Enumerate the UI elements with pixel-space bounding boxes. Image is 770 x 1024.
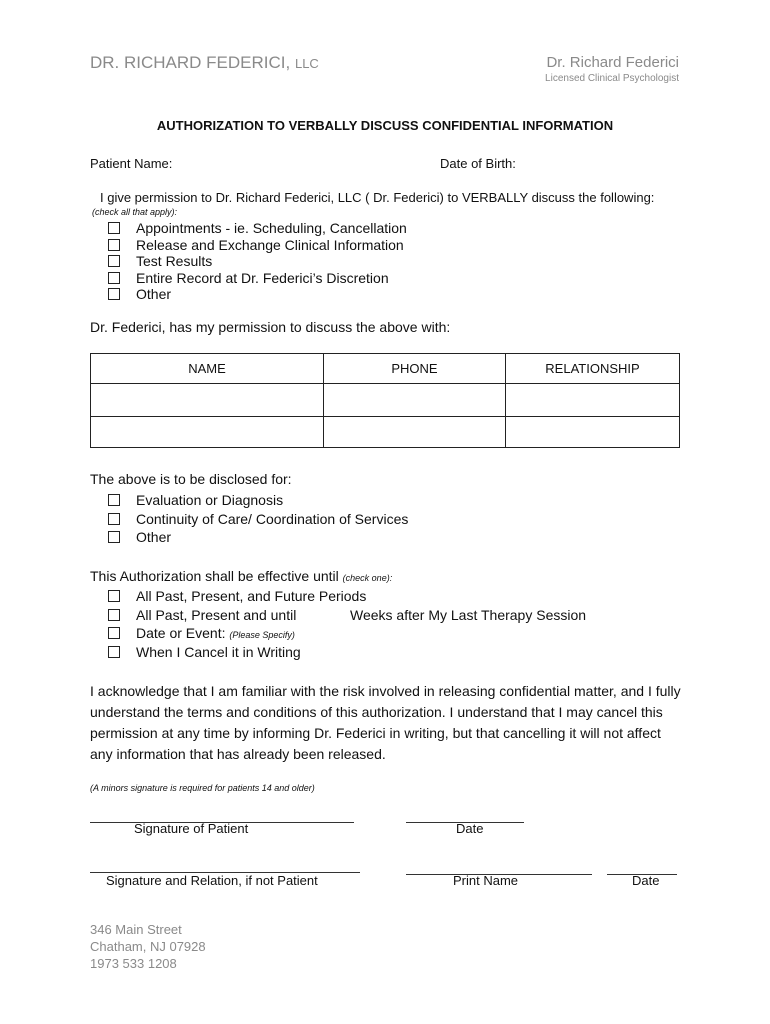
table-row	[91, 417, 680, 448]
checkbox[interactable]	[108, 494, 120, 506]
table-row	[91, 384, 680, 417]
option-appointments[interactable]: Appointments - ie. Scheduling, Cancellation	[108, 220, 407, 236]
contacts-table	[90, 353, 680, 448]
option-cancel-writing[interactable]: When I Cancel it in Writing	[108, 644, 301, 660]
header-name: NAME	[91, 354, 324, 384]
patient-name-label: Patient Name:	[90, 156, 173, 171]
checkbox[interactable]	[108, 272, 120, 284]
signature-relation-label: Signature and Relation, if not Patient	[106, 873, 318, 888]
option-disclosed-other[interactable]: Other	[108, 529, 171, 545]
page-title: AUTHORIZATION TO VERBALLY DISCUSS CONFIDENTIAL INFORMATION	[156, 118, 614, 133]
phone-cell[interactable]	[324, 417, 506, 448]
checkbox[interactable]	[108, 609, 120, 621]
relationship-cell[interactable]	[506, 417, 680, 448]
checkbox[interactable]	[108, 288, 120, 300]
dob-label: Date of Birth:	[440, 156, 516, 171]
option-test-results[interactable]: Test Results	[108, 253, 212, 269]
phone-cell[interactable]	[324, 384, 506, 417]
relationship-cell[interactable]	[506, 384, 680, 417]
signature-patient-label: Signature of Patient	[134, 821, 249, 836]
date-label-2: Date	[632, 873, 660, 888]
option-all-periods[interactable]: All Past, Present, and Future Periods	[108, 588, 366, 604]
address-city: Chatham, NJ 07928	[90, 939, 206, 954]
checkbox[interactable]	[108, 255, 120, 267]
address-phone: 1973 533 1208	[90, 956, 177, 971]
check-all-note: (check all that apply):	[92, 207, 178, 217]
option-until-weeks[interactable]: All Past, Present and until	[108, 607, 296, 623]
print-name-label: Print Name	[453, 873, 519, 888]
header-relationship: RELATIONSHIP	[506, 354, 680, 384]
acknowledgement-paragraph: I acknowledge that I am familiar with the risk involved in releasing confidential matter, and I fully understand the terms and conditions of this authorization. I understand that I may cancel this permission at any time by informing Dr. Federici in writing, but that cancelling it will not affect any information that has already been released.	[90, 683, 681, 762]
weeks-after-text: Weeks after My Last Therapy Session	[350, 607, 587, 623]
checkbox[interactable]	[108, 646, 120, 658]
header-phone: PHONE	[324, 354, 506, 384]
name-cell[interactable]	[91, 417, 324, 448]
name-cell[interactable]	[91, 384, 324, 417]
checkbox[interactable]	[108, 239, 120, 251]
checkbox[interactable]	[108, 627, 120, 639]
checkbox[interactable]	[108, 531, 120, 543]
checkbox[interactable]	[108, 513, 120, 525]
option-other[interactable]: Other	[108, 286, 171, 302]
firm-name: DR. RICHARD FEDERICI, LLC	[90, 53, 319, 72]
date-label-1: Date	[456, 821, 484, 836]
option-date-event[interactable]: Date or Event: (Please Specify)	[108, 625, 295, 641]
effective-until: This Authorization shall be effective until (check one):	[90, 568, 393, 584]
option-release-exchange[interactable]: Release and Exchange Clinical Information	[108, 237, 404, 253]
permission-text: I give permission to Dr. Richard Federici, LLC ( Dr. Federici) to VERBALLY discuss the following:	[100, 190, 655, 205]
doctor-name: Dr. Richard Federici	[546, 54, 679, 71]
option-evaluation[interactable]: Evaluation or Diagnosis	[108, 492, 283, 508]
option-entire-record[interactable]: Entire Record at Dr. Federici’s Discretion	[108, 270, 389, 286]
permission-with: Dr. Federici, has my permission to discuss the above with:	[90, 319, 451, 335]
checkbox[interactable]	[108, 590, 120, 602]
option-continuity[interactable]: Continuity of Care/ Coordination of Services	[108, 511, 408, 527]
minor-note: (A minors signature is required for patients 14 and older)	[90, 783, 315, 793]
checkbox[interactable]	[108, 222, 120, 234]
address-street: 346 Main Street	[90, 922, 182, 937]
disclosed-for: The above is to be disclosed for:	[90, 471, 292, 487]
doctor-title: Licensed Clinical Psychologist	[545, 73, 679, 84]
